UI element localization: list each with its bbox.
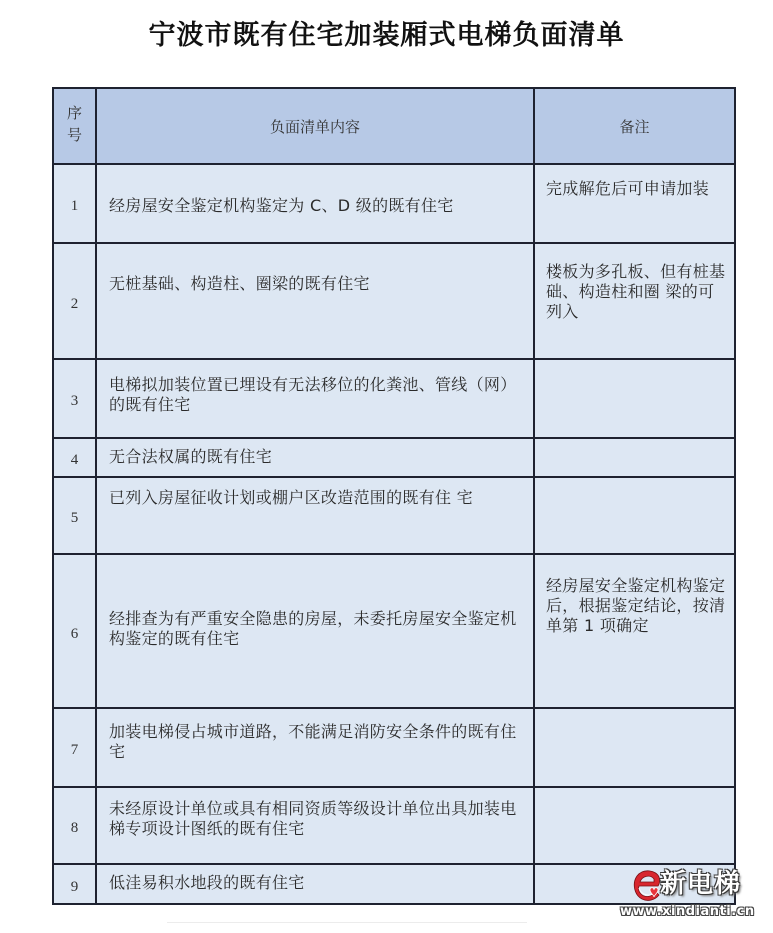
table-row [53,438,735,477]
table-header-row [53,88,735,164]
row-index-cell [53,477,96,554]
table-row [53,243,735,359]
watermark [620,864,770,924]
row-content: 低洼易积水地段的既有住宅 [109,873,305,892]
row-content: 已列入房屋征收计划或棚户区改造范围的既有住 宅 [109,488,473,507]
bottom-divider [167,922,527,923]
header-index [53,88,96,164]
row-index: 3 [70,393,79,409]
row-remark-cell [534,787,735,864]
row-index-cell [53,554,96,708]
row-remark-cell [534,164,735,243]
row-content-cell [96,438,534,477]
header-remark: 备注 [534,88,735,164]
row-remark-cell [534,554,735,708]
row-index: 2 [70,295,79,312]
row-content: 未经原设计单位或具有相同资质等级设计单位出具加装电梯专项设计图纸的既有住宅 [109,799,517,838]
row-index-cell [53,164,96,243]
row-index: 6 [70,625,79,642]
table-row [53,164,735,243]
row-content-cell [96,708,534,787]
row-remark-cell [534,477,735,554]
row-index-cell [53,359,96,438]
row-index: 9 [70,878,79,895]
row-content-cell [96,359,534,438]
row-index: 8 [70,820,79,836]
row-remark: 楼板为多孔板、但有桩基础、构造柱和圈 梁的可列入 [546,262,726,321]
negative-list-table [52,87,736,905]
row-content-cell [96,554,534,708]
row-index: 4 [70,452,79,468]
table-row [53,554,735,708]
header-content: 负面清单内容 [96,88,534,164]
row-index: 1 [70,198,79,214]
xindianti-e-logo-icon [630,868,664,904]
row-content-cell [96,243,534,359]
row-remark-cell [534,438,735,477]
row-remark: 完成解危后可申请加装 [546,179,710,198]
row-content: 经房屋安全鉴定机构鉴定为 C、D 级的既有住宅 [109,196,454,215]
row-content-cell [96,864,534,904]
page-title: 宁波市既有住宅加装厢式电梯负面清单 [148,20,625,51]
row-content-cell [96,787,534,864]
row-remark-cell [534,243,735,359]
table-row [53,359,735,438]
row-remark-cell [534,708,735,787]
row-content: 无合法权属的既有住宅 [109,447,273,466]
row-index-cell [53,708,96,787]
table-row [53,708,735,787]
row-remark-cell [534,359,735,438]
row-content-cell [96,164,534,243]
row-content: 电梯拟加装位置已埋设有无法移位的化粪池、管线（网）的既有住宅 [109,375,517,414]
row-content: 无桩基础、构造柱、圈梁的既有住宅 [109,274,370,293]
row-remark: 经房屋安全鉴定机构鉴定后，根据鉴定结论，按清单第 1 项确定 [546,576,726,635]
header-index-label: 序号 [67,104,83,144]
watermark-brand: 新电梯 [660,869,742,899]
row-index-cell [53,787,96,864]
row-index-cell [53,243,96,359]
table-row [53,787,735,864]
row-index-cell [53,864,96,904]
row-index: 5 [70,510,79,526]
row-content: 经排查为有严重安全隐患的房屋，未委托房屋安全鉴定机构鉴定的既有住宅 [109,609,517,648]
table-row [53,477,735,554]
row-content-cell [96,477,534,554]
row-index: 7 [70,742,79,758]
row-content: 加装电梯侵占城市道路，不能满足消防安全条件的既有住宅 [109,722,517,761]
row-index-cell [53,438,96,477]
watermark-url: www.xindianti.cn [620,904,755,919]
